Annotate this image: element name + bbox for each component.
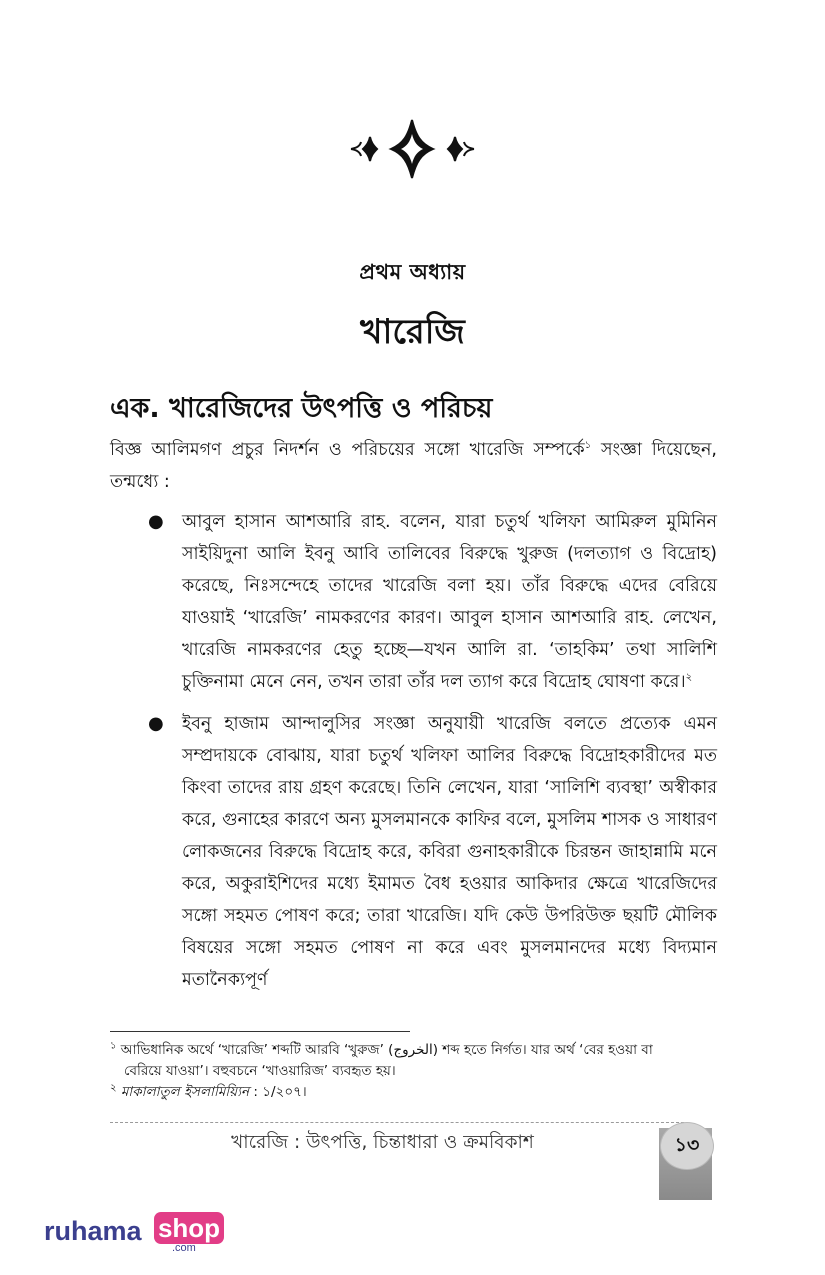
footnote-text: বেরিয়ে যাওয়া’। বহুবচনে ‘খাওয়ারিজ’ ব্যবহৃত হয়।	[124, 1063, 396, 1079]
footnote-1	[110, 1040, 720, 1061]
ruhamashop-logo	[44, 1210, 234, 1258]
list-item-text: আবুল হাসান আশআরি রাহ. বলেন, যারা চতুর্থ খলিফা আমিরুল মুমিনিন সাইয়িদুনা আলি ইবনু আবি তালিবের বিরুদ্ধে খুরুজ (দলত্যাগ ও বিদ্রোহ) করেছে, নিঃসন্দেহে তাদের খারেজি বলা হয়। তাঁর বিরুদ্ধে এদের বেরিয়ে যাওয়াই ‘খারেজি’ নামকরণের কারণ। আবুল হাসান আশআরি রাহ. লেখেন, খারেজি নামকরণের হেতু হচ্ছে—যখন আলি রা. ‘তাহকিম’ তথা সালিশি চুক্তিনামা মেনে নেন, তখন তারা তাঁর দল ত্যাগ করে বিদ্রোহ ঘোষণা করে।	[182, 512, 717, 692]
bullet-icon: ●	[148, 713, 164, 734]
section-heading: এক. খারেজিদের উৎপত্তি ও পরিচয়	[110, 393, 493, 424]
footnote-2	[110, 1082, 720, 1103]
footnote-text: আভিধানিক অর্থে ‘খারেজি’ শব্দটি আরবি ‘খুরুজ’ (الخروج) শব্দ হতে নির্গত। যার অর্থ ‘বের হওয়া বা	[116, 1042, 653, 1058]
logo-shop-box: shop	[154, 1212, 224, 1244]
logo-text: ruhama	[44, 1216, 142, 1246]
page-number: ১৩	[660, 1122, 714, 1170]
footer-divider	[110, 1122, 684, 1123]
footnotes	[110, 1040, 720, 1103]
definition-list	[110, 506, 717, 1006]
footnote-number: ২	[110, 1082, 117, 1094]
intro-text-after: সংজ্ঞা দিয়েছেন, তন্মধ্যে :	[110, 440, 717, 492]
footnote-ref[interactable]: ২	[685, 672, 693, 684]
list-item	[110, 506, 717, 698]
logo-domain: .com	[172, 1242, 196, 1254]
footnote-1-cont	[110, 1061, 720, 1082]
list-item-text: ইবনু হাজাম আন্দালুসির সংজ্ঞা অনুযায়ী খারেজি বলতে প্রত্যেক এমন সম্প্রদায়কে বোঝায়, যারা চতুর্থ খলিফা আলির বিরুদ্ধে বিদ্রোহকারীদের মত কিংবা তাদের রায় গ্রহণ করেছে। তিনি লেখেন, যারা ‘সালিশি ব্যবস্থা’ অস্বীকার করে, গুনাহের কারণে অন্য মুসলমানকে কাফির বলে, মুসলিম শাসক ও সাধারণ লোকজনের বিরুদ্ধে বিদ্রোহ করে, কবিরা গুনাহকারীকে চিরন্তন জাহান্নামি মনে করে, অকুরাইশিদের মধ্যে ইমামত বৈধ হওয়ার আকিদার ক্ষেত্রে খারেজিদের সঙ্গো সহমত পোষণ করে; তারা খারেজি। যদি কেউ উপরিউক্ত ছয়টি মৌলিক বিষয়ের সঙ্গো সহমত পোষণ না করে এবং মুসলমানদের মধ্যে বিদ্যমান মতানৈক্যপূর্ণ	[182, 714, 717, 990]
footnote-ref[interactable]: ১	[584, 440, 592, 452]
footnote-divider	[110, 1031, 410, 1032]
intro-paragraph	[110, 434, 717, 498]
intro-text-before: বিজ্ঞ আলিমগণ প্রচুর নিদর্শন ও পরিচয়ের সঙ্গো খারেজি সম্পর্কে	[110, 440, 585, 460]
bullet-icon: ●	[148, 511, 164, 532]
running-title: খারেজি : উৎপত্তি, চিন্তাধারা ও ক্রমবিকাশ	[231, 1132, 534, 1153]
chapter-title: খারেজি	[360, 312, 465, 352]
footnote-text: : ১/২০৭।	[249, 1084, 307, 1100]
ornament-icon	[345, 118, 480, 180]
list-item	[110, 708, 717, 996]
chapter-label: প্রথম অধ্যায়	[359, 260, 466, 284]
footnote-number: ১	[110, 1040, 117, 1052]
footnote-source-title: মাকালাতুল ইসলামিয়্যিন	[120, 1084, 250, 1100]
